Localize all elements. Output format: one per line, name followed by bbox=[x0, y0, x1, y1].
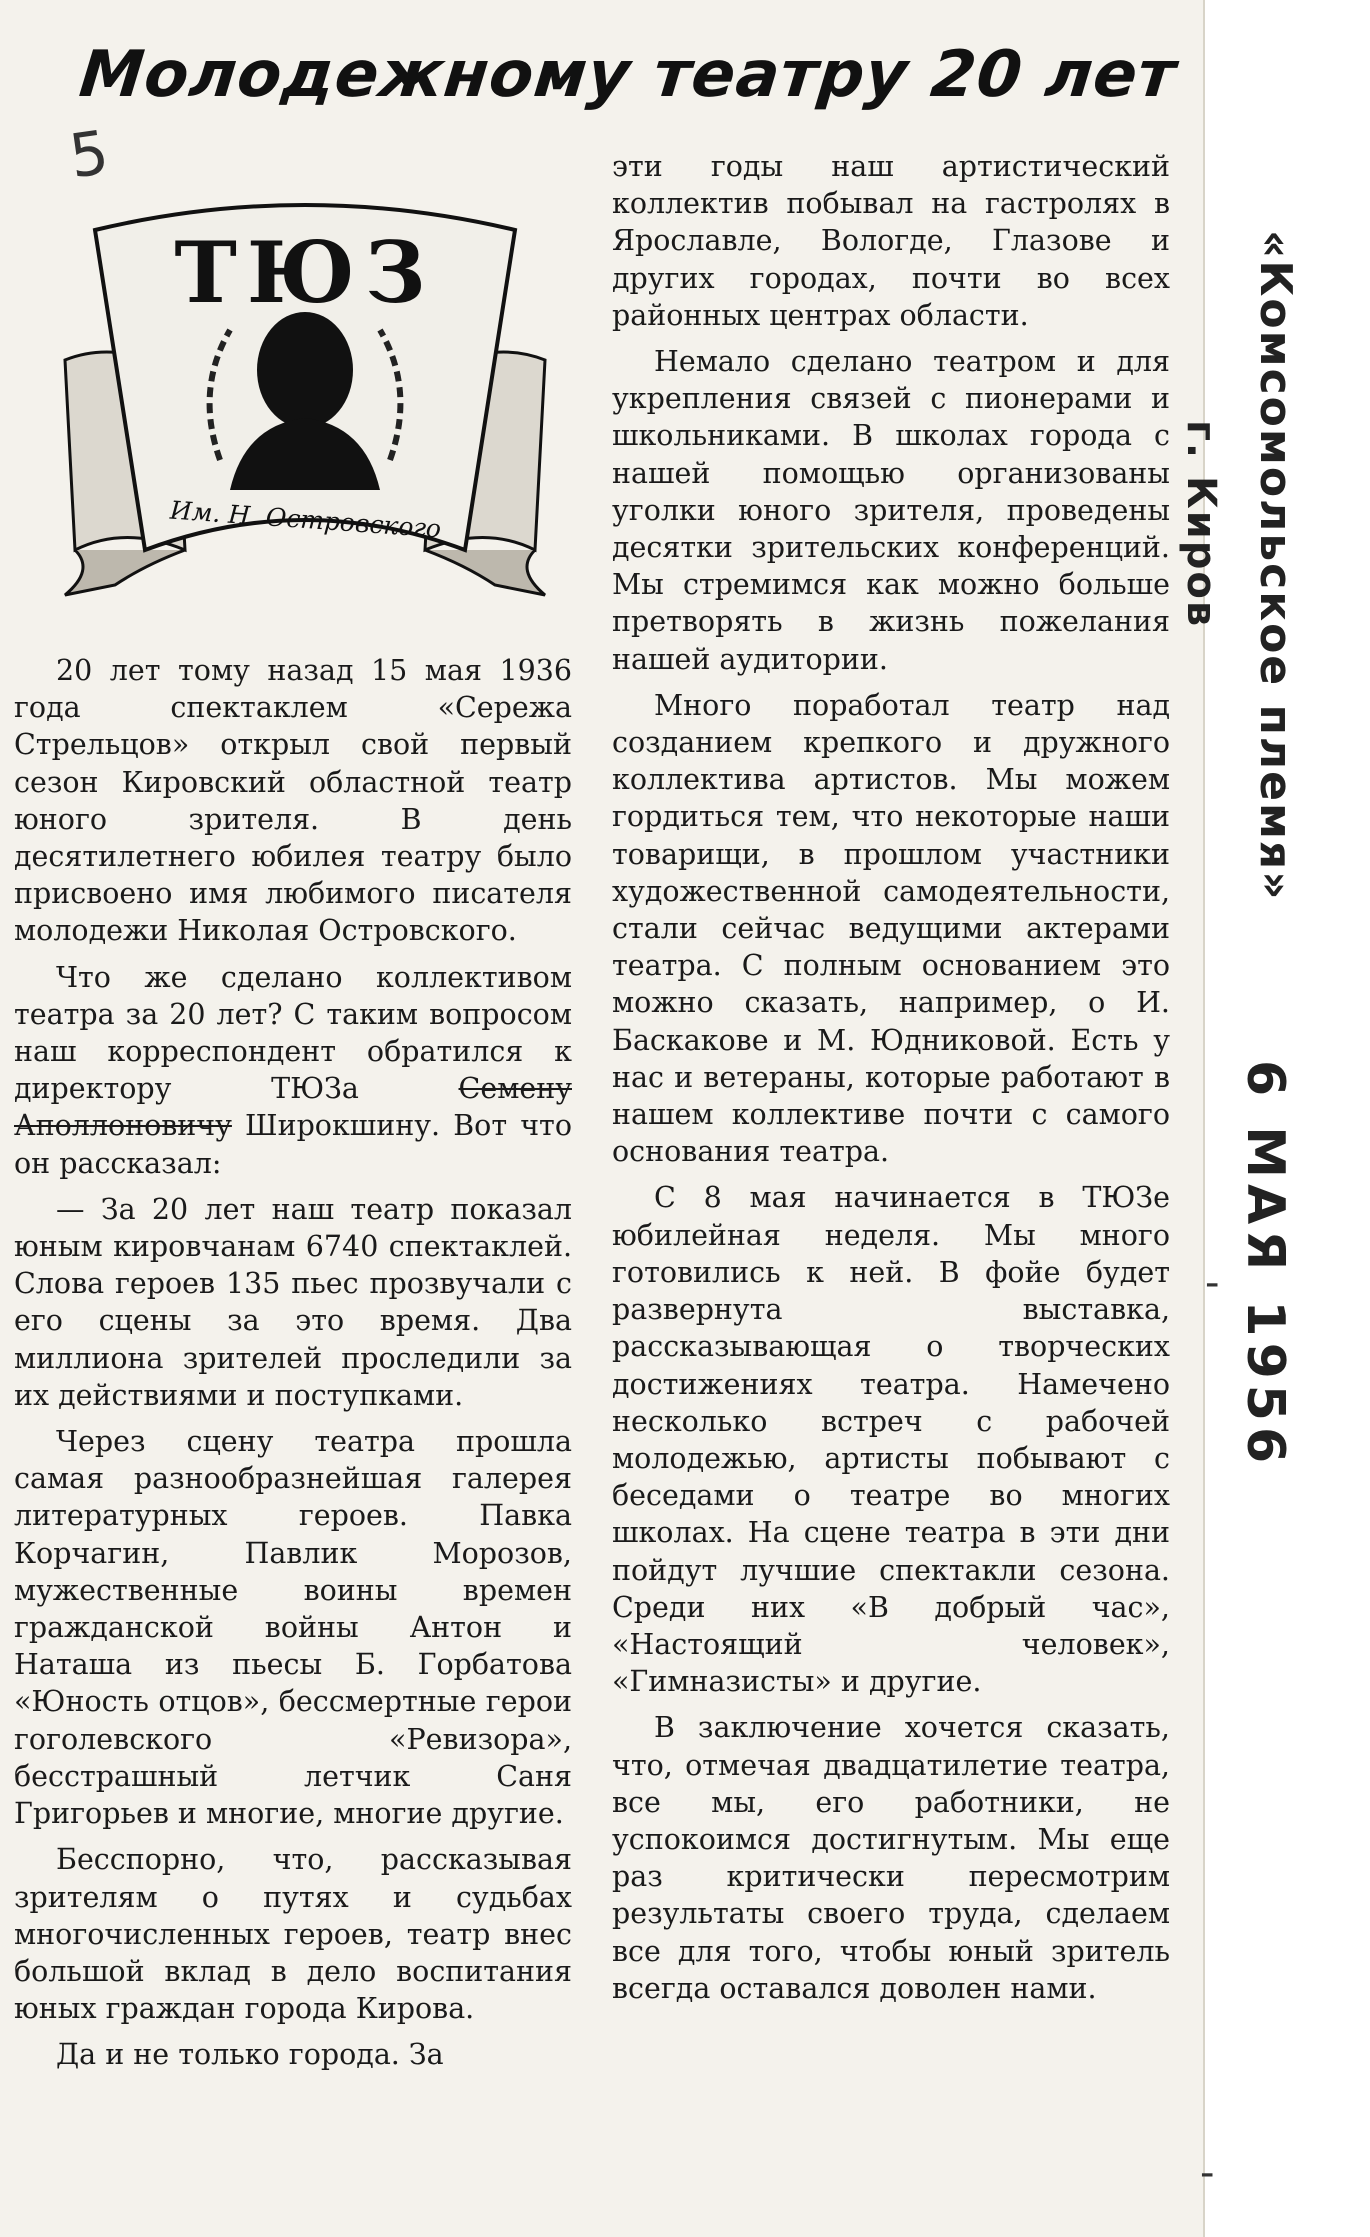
paragraph: Много поработал театр над созданием крепкого и дружного коллектива артистов. Мы можем гордиться тем, что некоторые наши товарищи, в прошлом участники художественной самодеятельности, стали сейчас ведущими актерами театра. С полным основанием это можно сказать, например, о И. Баскакове и М. Юдниковой. Есть у нас и ветераны, которые работают в нашем коллективе почти с самого основания театра. bbox=[612, 688, 1170, 1169]
margin-dash: - bbox=[1205, 1260, 1220, 1306]
emblem-title: ТЮЗ bbox=[174, 223, 436, 322]
paragraph: эти годы наш артистический коллектив побывал на гастролях в Ярославле, Вологде, Глазове и других городах, почти во всех районных центрах области. bbox=[612, 150, 1170, 332]
city-stamp: г. Киров bbox=[1178, 420, 1224, 629]
paragraph: В заключение хочется сказать, что, отмечая двадцатилетие театра, все мы, его работники, не успокоимся достигнутым. Мы еще раз критически пересмотрим результаты своего труда, сделаем все для того, чтобы юный зритель всегда оставался доволен нами. bbox=[612, 1711, 1170, 2005]
struck-text: Семену Аполлоновичу bbox=[14, 1072, 572, 1143]
paragraph: — За 20 лет наш театр показал юным кировчанам 6740 спектаклей. Слова героев 135 пьес прозвучали с его сцены за это время. Два миллиона зрителей проследили за их действиями и поступками. bbox=[14, 1192, 572, 1412]
tyuz-emblem bbox=[55, 190, 555, 600]
article-right-column bbox=[612, 148, 1170, 2016]
paragraph: Бесспорно, что, рассказывая зрителям о путях и судьбах многочисленных героев, театр внес большой вклад в дело воспитания юных граждан города Кирова. bbox=[14, 1843, 572, 2026]
article-left-column bbox=[14, 652, 572, 2083]
paragraph: Да и не только города. За bbox=[56, 2038, 444, 2072]
paragraph: 20 лет тому назад 15 мая 1936 года спектаклем «Сережа Стрельцов» открыл свой первый сезон Кировский областной театр юного зрителя. В день десятилетнего юбилея театру было присвоено имя любимого писателя молодежи Николая Островского. bbox=[14, 654, 572, 948]
pencil-mark: 5 bbox=[65, 117, 113, 193]
emblem-subtitle: Им. Н. Островского bbox=[169, 495, 443, 544]
date-stamp: 6 МАЯ 1956 bbox=[1235, 1060, 1295, 1470]
newspaper-name-stamp: «Комсомольское племя» bbox=[1250, 230, 1301, 902]
paragraph: Немало сделано театром и для укрепления связей с пионерами и школьниками. В школах города с нашей помощью организованы уголки юного зрителя, проведены десятки зрительских конференций. Мы стремимся как можно больше претворять в жизнь пожелания нашей аудитории. bbox=[612, 345, 1170, 676]
margin-mark: - bbox=[1200, 2150, 1215, 2196]
paragraph: С 8 мая начинается в ТЮЗе юбилейная неделя. Мы много готовились к ней. В фойе будет развернута выставка, рассказывающая о творческих достижениях театра. Намечено несколько встреч с рабочей молодежью, артисты побывают с беседами о театре во многих школах. На сцене театра в эти дни пойдут лучшие спектакли сезона. Среди них «В добрый час», «Настоящий человек», «Гимназисты» и другие. bbox=[612, 1181, 1170, 1699]
paragraph: Через сцену театра прошла самая разнообразнейшая галерея литературных героев. Павка Корчагин, Павлик Морозов, мужественные воины времен гражданской войны Антон и Наташа из пьесы Б. Горбатова «Юность отцов», бессмертные герои гоголевского «Ревизора», бесстрашный летчик Саня Григорьев и многие, многие другие. bbox=[14, 1425, 572, 1831]
paragraph: Что же сделано коллективом театра за 20 лет? С таким вопросом наш корреспондент обратился к директору ТЮЗа Семену Аполлоновичу Широкшину. Вот что он рассказал: bbox=[14, 960, 572, 1180]
article-headline: Молодежному театру 20 лет bbox=[76, 38, 1180, 112]
